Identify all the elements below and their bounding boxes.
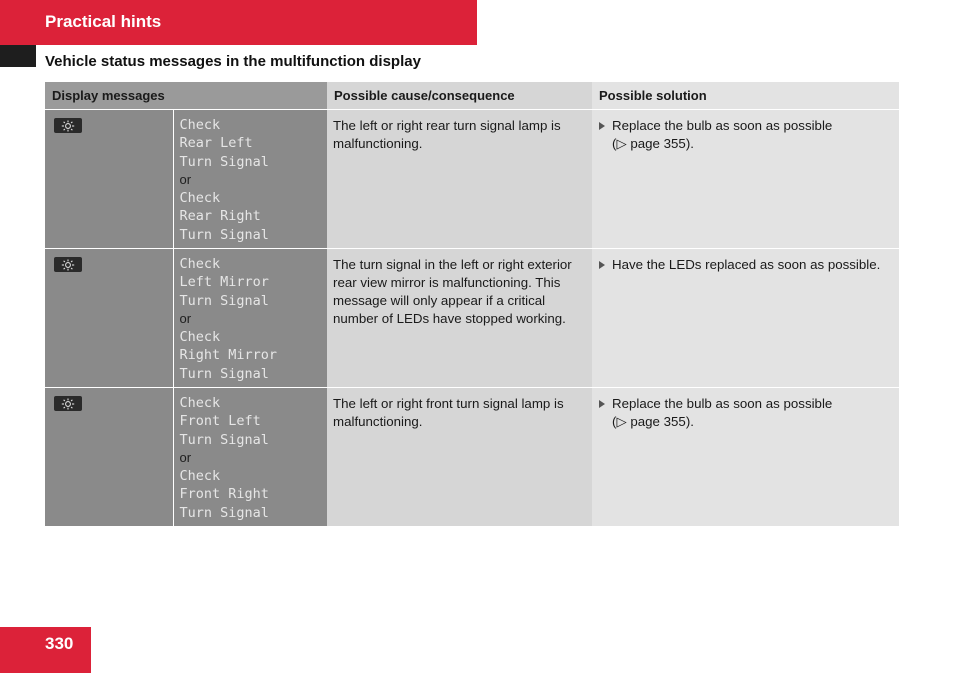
solution-text: Replace the bulb as soon as possible	[612, 396, 833, 411]
bullet-arrow-icon	[599, 400, 605, 408]
display-text-cell	[173, 249, 327, 388]
display-text-cell	[173, 388, 327, 527]
header-possible-cause: Possible cause/consequence	[327, 82, 592, 110]
table-row	[45, 388, 899, 527]
cause-cell	[327, 110, 592, 249]
table-header-row	[45, 82, 899, 110]
cause-text: The turn signal in the left or right exterior rear view mirror is malfunctioning. This message will only appear if a critical number of LEDs have stopped working.	[333, 257, 572, 326]
display-line: Check	[179, 468, 221, 485]
status-messages-table	[45, 82, 899, 526]
display-line: Turn Signal	[179, 365, 269, 382]
display-line: Check	[179, 256, 221, 272]
display-line: Right Mirror	[179, 347, 278, 364]
solution-cell	[592, 249, 899, 388]
solution-text: Have the LEDs replaced as soon as possible.	[612, 257, 881, 272]
table-row	[45, 110, 899, 249]
cause-text: The left or right rear turn signal lamp is malfunctioning.	[333, 118, 561, 151]
page-reference-link[interactable]: (▷ page 355).	[612, 414, 694, 429]
display-text-cell	[173, 110, 327, 249]
display-line: Turn Signal	[179, 292, 269, 309]
display-line: Rear Right	[179, 208, 261, 225]
display-line: Check	[179, 117, 221, 133]
display-line: Front Left	[179, 413, 261, 430]
display-line: Turn Signal	[179, 226, 269, 243]
page-number: 330	[45, 634, 74, 653]
display-line: Turn Signal	[179, 504, 269, 521]
turn-signal-lamp-icon	[54, 396, 82, 411]
bullet-arrow-icon	[599, 122, 605, 130]
display-line: Check	[179, 190, 221, 207]
display-icon-cell	[45, 249, 173, 388]
header-possible-solution: Possible solution	[592, 82, 899, 110]
or-separator: or	[179, 449, 192, 465]
cause-cell	[327, 249, 592, 388]
display-line: Left Mirror	[179, 274, 269, 291]
cause-text: The left or right front turn signal lamp is malfunctioning.	[333, 396, 564, 429]
display-line: Check	[179, 329, 221, 346]
turn-signal-lamp-icon	[54, 257, 82, 272]
page-header-title: Practical hints	[45, 12, 162, 31]
page-reference-link[interactable]: (▷ page 355).	[612, 136, 694, 151]
solution-cell	[592, 110, 899, 249]
display-line: Turn Signal	[179, 431, 269, 448]
header-display-messages: Display messages	[45, 82, 327, 110]
display-icon-cell	[45, 110, 173, 249]
or-separator: or	[179, 310, 192, 326]
solution-cell	[592, 388, 899, 527]
section-marker	[0, 45, 36, 67]
bullet-arrow-icon	[599, 261, 605, 269]
section-title: Vehicle status messages in the multifunction display	[45, 53, 421, 70]
or-separator: or	[179, 171, 192, 187]
turn-signal-lamp-icon	[54, 118, 82, 133]
display-icon-cell	[45, 388, 173, 527]
table-row	[45, 249, 899, 388]
display-line: Front Right	[179, 486, 269, 503]
solution-text: Replace the bulb as soon as possible	[612, 118, 833, 133]
display-line: Check	[179, 395, 221, 411]
display-line: Turn Signal	[179, 153, 269, 170]
display-line: Rear Left	[179, 135, 253, 152]
cause-cell	[327, 388, 592, 527]
